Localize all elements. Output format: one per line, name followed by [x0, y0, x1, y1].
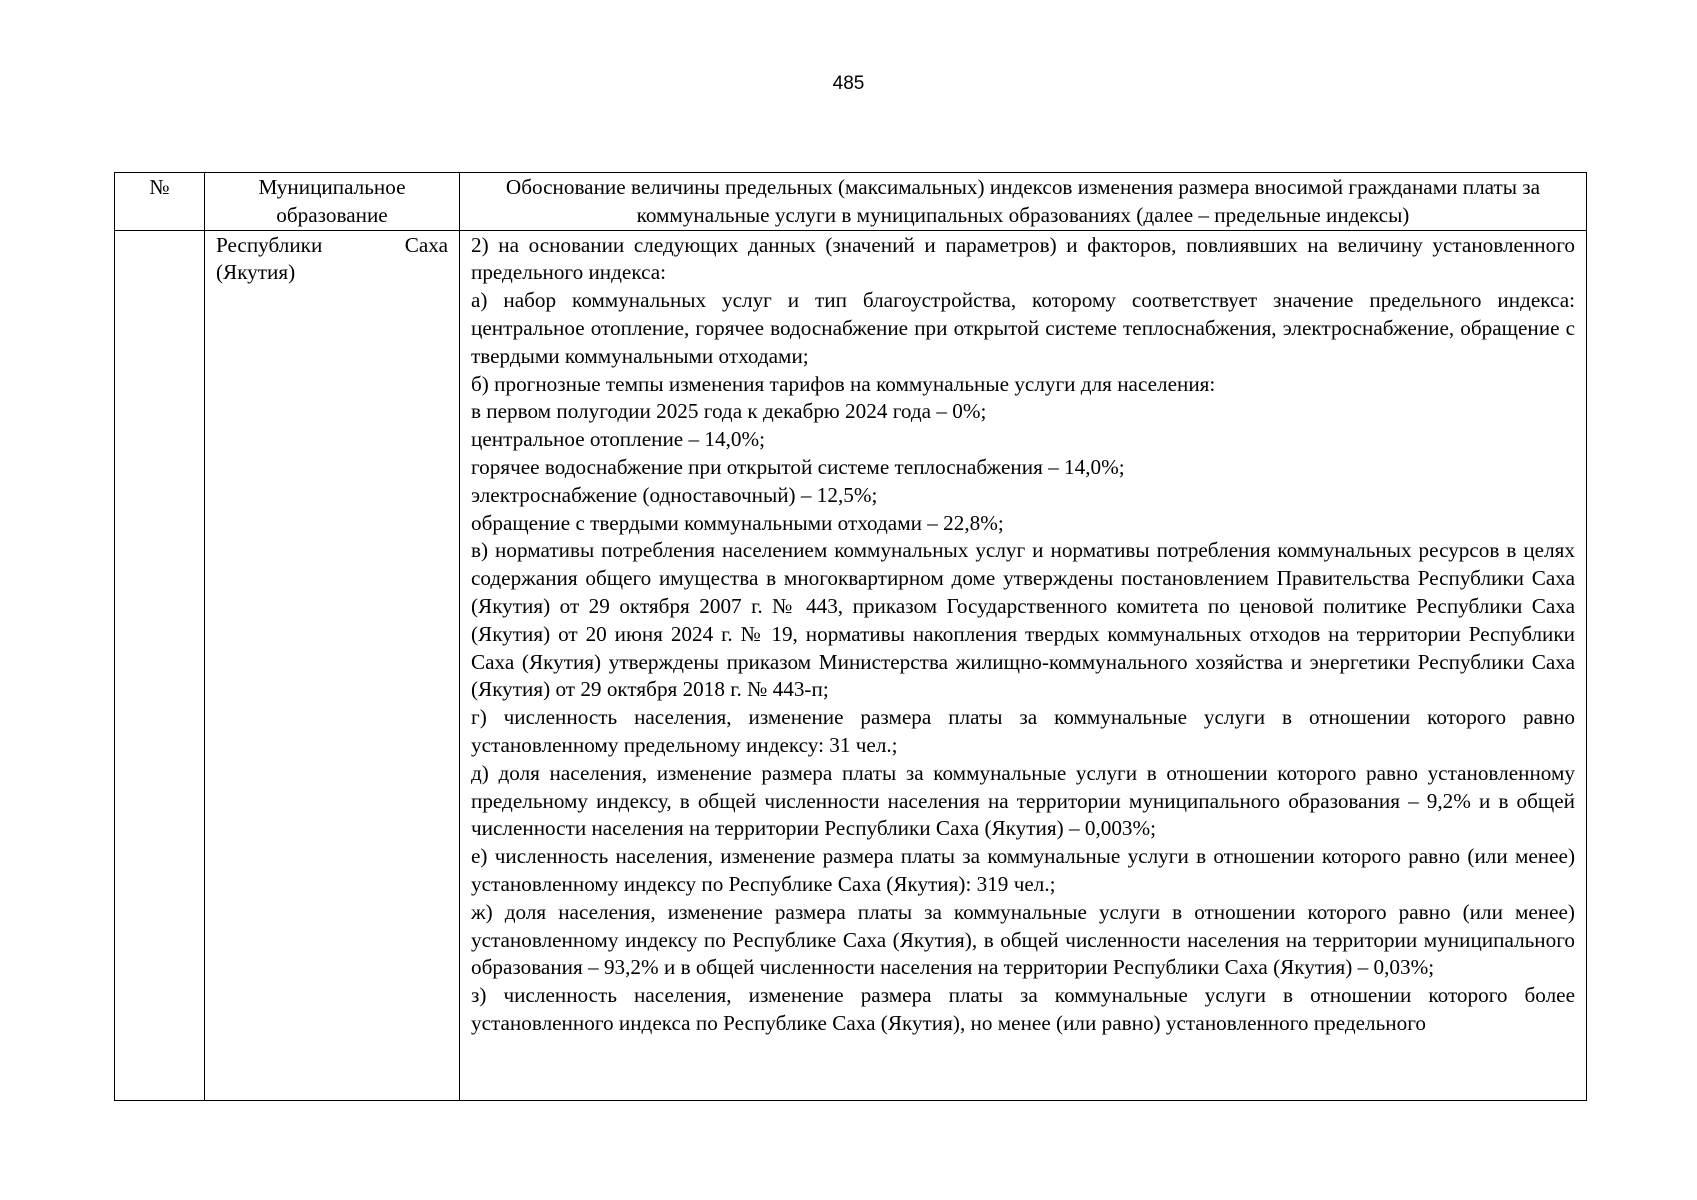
justification-cell [460, 230, 1587, 1100]
paragraph-b-item-4: электроснабжение (одноставочный) – 12,5%; [471, 482, 878, 507]
row-number-cell [115, 230, 205, 1100]
header-number: № [115, 173, 205, 231]
paragraph-b-item-5: обращение с твердыми коммунальными отходами – 22,8%; [471, 510, 1004, 535]
table-row [115, 230, 1587, 1100]
paragraph-z: з) численность населения, изменение размера платы за коммунальные услуги в отношении которого более установленного индекса по Республике Саха (Якутия), но менее (или равно) установленного предельного [471, 983, 1575, 1035]
paragraph-b-item-2: центральное отопление – 14,0%; [471, 427, 765, 452]
page-number: 485 [832, 73, 865, 94]
paragraph-zh: ж) доля населения, изменение размера платы за коммунальные услуги в отношении которого равно (или менее) установленному индексу по Республике Саха (Якутия), в общей численности населения на территории муниципального образования – 93,2% и в общей численности населения на территории Республики Саха (Якутия) – 0,03%; [471, 899, 1575, 980]
municipality-name-line2: (Якутия) [216, 260, 296, 285]
table-header-row [115, 173, 1587, 231]
paragraph-a: а) набор коммунальных услуг и тип благоустройства, которому соответствует значение предельного индекса: центральное отопление, горячее водоснабжение при открытой системе теплоснабжения, электроснабжение, обращение с твердыми коммунальными отходами; [471, 288, 1575, 368]
header-municipality: Муниципальное образование [205, 173, 460, 231]
municipality-name-line1: Республики Саха [216, 232, 448, 257]
municipality-cell [205, 230, 460, 1100]
paragraph-b-item-1: в первом полугодии 2025 года к декабрю 2024 года – 0%; [471, 399, 987, 424]
justification-text [471, 232, 1575, 1100]
justification-table [114, 172, 1587, 1101]
paragraph-e: е) численность населения, изменение размера платы за коммунальные услуги в отношении которого равно (или менее) установленному индексу по Республике Саха (Якутия): 319 чел.; [471, 844, 1575, 896]
paragraph-b: б) прогнозные темпы изменения тарифов на коммунальные услуги для населения: [471, 371, 1216, 396]
paragraph-g: г) численность населения, изменение размера платы за коммунальные услуги в отношении которого равно установленному предельному индексу: 31 чел.; [471, 705, 1575, 757]
header-justification: Обоснование величины предельных (максимальных) индексов изменения размера вносимой гражданами платы за коммунальные услуги в муниципальных образованиях (далее – предельные индексы) [460, 173, 1587, 231]
paragraph-v: в) нормативы потребления населением коммунальных услуг и нормативы потребления коммунальных ресурсов в целях содержания общего имущества в многоквартирном доме утверждены постановлением Правительства Республики Саха (Якутия) от 29 октября 2007 г. № 443, приказом Государственного комитета по ценовой политике Республики Саха (Якутия) от 20 июня 2024 г. № 19, нормативы накопления твердых коммунальных отходов на территории Республики Саха (Якутия) утверждены приказом Министерства жилищно-коммунального хозяйства и энергетики Республики Саха (Якутия) от 29 октября 2018 г. № 443-п; [471, 538, 1575, 702]
paragraph-b-item-3: горячее водоснабжение при открытой системе теплоснабжения – 14,0%; [471, 454, 1125, 479]
paragraph-d: д) доля населения, изменение размера платы за коммунальные услуги в отношении которого равно установленному предельному индексу, в общей численности населения на территории муниципального образования – 9,2% и в общей численности населения на территории Республики Саха (Якутия) – 0,003%; [471, 760, 1575, 841]
paragraph-basis: 2) на основании следующих данных (значений и параметров) и факторов, повлиявших на величину установленного предельного индекса: [471, 232, 1575, 285]
